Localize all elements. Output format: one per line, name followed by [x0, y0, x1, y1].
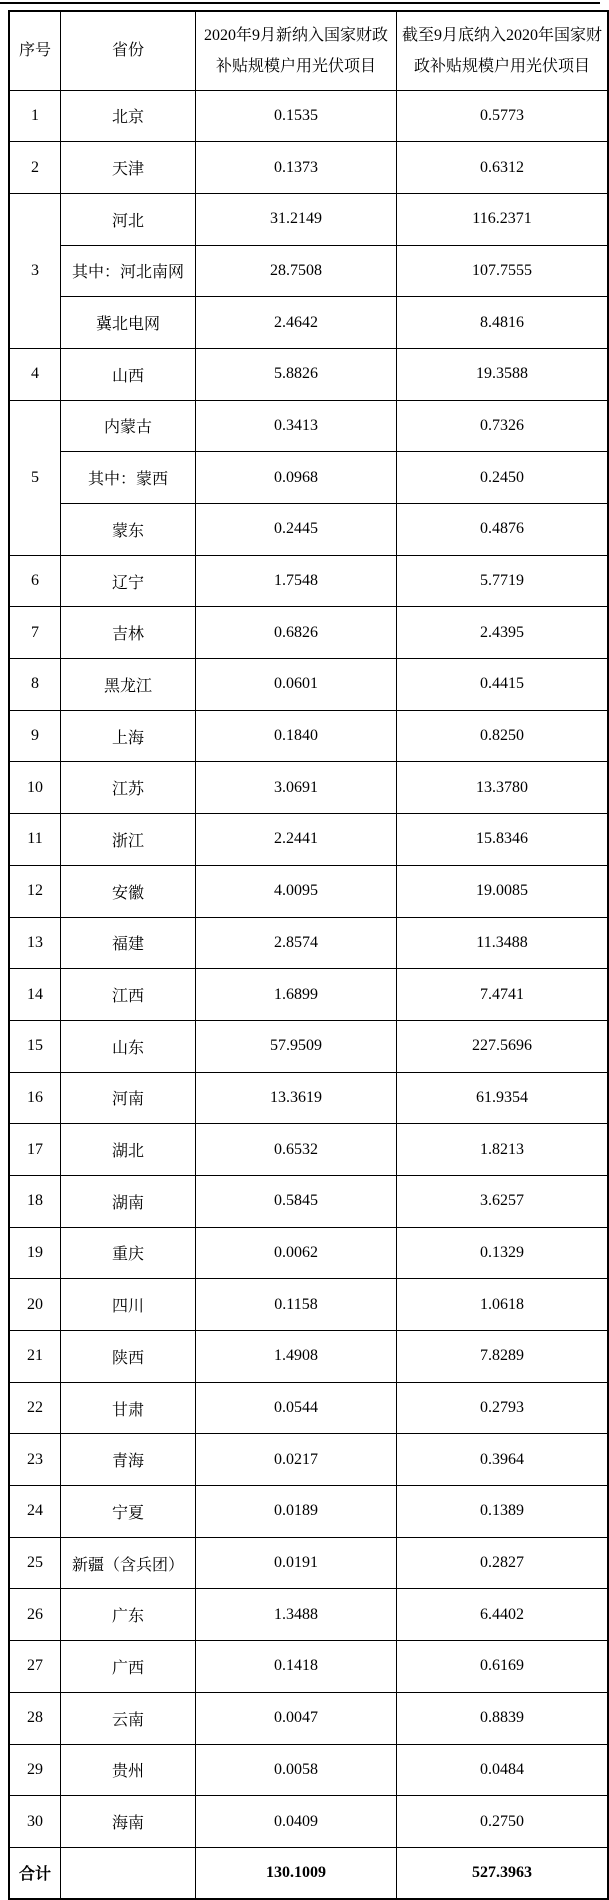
new-september-value: 0.0217 — [196, 1434, 397, 1486]
serial-cell: 13 — [9, 917, 61, 969]
province-cell: 湖北 — [61, 1124, 196, 1176]
table-row — [9, 1020, 608, 1072]
total-cumulative-value: 527.3963 — [397, 1847, 609, 1899]
serial-cell: 30 — [9, 1796, 61, 1848]
new-september-value: 0.1840 — [196, 710, 397, 762]
new-september-value: 0.0062 — [196, 1227, 397, 1279]
cumulative-value: 13.3780 — [397, 762, 609, 814]
province-cell: 北京 — [61, 90, 196, 142]
table-body — [9, 90, 608, 1899]
new-september-value: 0.2445 — [196, 504, 397, 556]
serial-cell: 26 — [9, 1589, 61, 1641]
serial-cell: 19 — [9, 1227, 61, 1279]
serial-cell: 22 — [9, 1382, 61, 1434]
table-row — [9, 710, 608, 762]
cumulative-value: 1.8213 — [397, 1124, 609, 1176]
cumulative-value: 7.4741 — [397, 969, 609, 1021]
new-september-value: 0.0189 — [196, 1486, 397, 1538]
table-row — [9, 1796, 608, 1848]
cumulative-value: 107.7555 — [397, 245, 609, 297]
province-cell: 上海 — [61, 710, 196, 762]
new-september-value: 0.1158 — [196, 1279, 397, 1331]
cumulative-value: 61.9354 — [397, 1072, 609, 1124]
new-september-value: 0.0191 — [196, 1537, 397, 1589]
serial-cell: 12 — [9, 865, 61, 917]
new-september-value: 0.0047 — [196, 1692, 397, 1744]
province-cell: 安徽 — [61, 865, 196, 917]
new-september-value: 1.3488 — [196, 1589, 397, 1641]
new-september-value: 1.7548 — [196, 555, 397, 607]
province-cell: 青海 — [61, 1434, 196, 1486]
serial-cell: 20 — [9, 1279, 61, 1331]
table-row — [9, 504, 608, 556]
table-row — [9, 1641, 608, 1693]
serial-cell: 25 — [9, 1537, 61, 1589]
cumulative-value: 19.3588 — [397, 348, 609, 400]
serial-cell: 27 — [9, 1641, 61, 1693]
cumulative-value: 116.2371 — [397, 193, 609, 245]
serial-cell: 17 — [9, 1124, 61, 1176]
cumulative-value: 0.6169 — [397, 1641, 609, 1693]
cumulative-value: 227.5696 — [397, 1020, 609, 1072]
total-row — [9, 1847, 608, 1899]
serial-cell: 4 — [9, 348, 61, 400]
new-september-value: 2.4642 — [196, 297, 397, 349]
cumulative-value: 7.8289 — [397, 1331, 609, 1383]
cumulative-value: 15.8346 — [397, 814, 609, 866]
province-cell: 福建 — [61, 917, 196, 969]
serial-cell: 14 — [9, 969, 61, 1021]
top-divider — [0, 2, 600, 4]
table-row — [9, 1589, 608, 1641]
table-row — [9, 1331, 608, 1383]
cumulative-value: 0.0484 — [397, 1744, 609, 1796]
serial-cell: 29 — [9, 1744, 61, 1796]
province-cell: 辽宁 — [61, 555, 196, 607]
table-row — [9, 917, 608, 969]
province-cell: 山东 — [61, 1020, 196, 1072]
table-row — [9, 1175, 608, 1227]
province-cell: 河北 — [61, 193, 196, 245]
province-cell: 云南 — [61, 1692, 196, 1744]
serial-cell: 9 — [9, 710, 61, 762]
new-september-value: 0.0409 — [196, 1796, 397, 1848]
cumulative-value: 0.2750 — [397, 1796, 609, 1848]
province-cell: 海南 — [61, 1796, 196, 1848]
table-row — [9, 607, 608, 659]
serial-cell: 23 — [9, 1434, 61, 1486]
serial-cell: 21 — [9, 1331, 61, 1383]
new-september-value: 3.0691 — [196, 762, 397, 814]
new-september-value: 0.5845 — [196, 1175, 397, 1227]
serial-cell: 18 — [9, 1175, 61, 1227]
province-cell: 天津 — [61, 142, 196, 194]
cumulative-value: 3.6257 — [397, 1175, 609, 1227]
table-header — [9, 11, 608, 90]
province-cell: 江苏 — [61, 762, 196, 814]
serial-cell: 1 — [9, 90, 61, 142]
table-row — [9, 297, 608, 349]
new-september-value: 0.6826 — [196, 607, 397, 659]
header-row — [9, 11, 608, 90]
table-row — [9, 1072, 608, 1124]
province-cell: 陕西 — [61, 1331, 196, 1383]
header-province: 省份 — [61, 11, 196, 90]
province-cell: 江西 — [61, 969, 196, 1021]
cumulative-value: 0.6312 — [397, 142, 609, 194]
new-september-value: 2.2441 — [196, 814, 397, 866]
new-september-value: 0.0968 — [196, 452, 397, 504]
table-row — [9, 400, 608, 452]
cumulative-value: 0.1329 — [397, 1227, 609, 1279]
new-september-value: 0.3413 — [196, 400, 397, 452]
table-row — [9, 865, 608, 917]
new-september-value: 31.2149 — [196, 193, 397, 245]
table-row — [9, 1537, 608, 1589]
serial-cell: 11 — [9, 814, 61, 866]
table-row — [9, 1486, 608, 1538]
serial-cell: 5 — [9, 400, 61, 555]
table-row — [9, 555, 608, 607]
province-cell: 湖南 — [61, 1175, 196, 1227]
province-cell: 冀北电网 — [61, 297, 196, 349]
new-september-value: 57.9509 — [196, 1020, 397, 1072]
new-september-value: 5.8826 — [196, 348, 397, 400]
cumulative-value: 0.5773 — [397, 90, 609, 142]
new-september-value: 1.6899 — [196, 969, 397, 1021]
new-september-value: 0.0601 — [196, 659, 397, 711]
province-cell: 黑龙江 — [61, 659, 196, 711]
serial-cell: 10 — [9, 762, 61, 814]
table-row — [9, 452, 608, 504]
new-september-value: 0.0544 — [196, 1382, 397, 1434]
province-cell: 山西 — [61, 348, 196, 400]
serial-cell: 2 — [9, 142, 61, 194]
cumulative-value: 8.4816 — [397, 297, 609, 349]
table-row — [9, 659, 608, 711]
cumulative-value: 0.8839 — [397, 1692, 609, 1744]
serial-cell: 16 — [9, 1072, 61, 1124]
header-serial: 序号 — [9, 11, 61, 90]
cumulative-value: 1.0618 — [397, 1279, 609, 1331]
table-row — [9, 969, 608, 1021]
table-row — [9, 814, 608, 866]
cumulative-value: 0.7326 — [397, 400, 609, 452]
new-september-value: 0.1535 — [196, 90, 397, 142]
province-cell: 河南 — [61, 1072, 196, 1124]
table-row — [9, 142, 608, 194]
table-row — [9, 1434, 608, 1486]
table-row — [9, 1692, 608, 1744]
table-row — [9, 348, 608, 400]
total-label: 合计 — [9, 1847, 61, 1899]
serial-cell: 24 — [9, 1486, 61, 1538]
cumulative-value: 0.2827 — [397, 1537, 609, 1589]
cumulative-value: 11.3488 — [397, 917, 609, 969]
new-september-value: 0.6532 — [196, 1124, 397, 1176]
cumulative-value: 0.4415 — [397, 659, 609, 711]
cumulative-value: 0.2450 — [397, 452, 609, 504]
table-row — [9, 1227, 608, 1279]
new-september-value: 2.8574 — [196, 917, 397, 969]
cumulative-value: 2.4395 — [397, 607, 609, 659]
total-new-september-value: 130.1009 — [196, 1847, 397, 1899]
province-cell: 广西 — [61, 1641, 196, 1693]
header-cumulative: 截至9月底纳入2020年国家财政补贴规模户用光伏项目 — [397, 11, 609, 90]
total-province-cell — [61, 1847, 196, 1899]
province-cell: 贵州 — [61, 1744, 196, 1796]
serial-cell: 8 — [9, 659, 61, 711]
province-cell: 广东 — [61, 1589, 196, 1641]
province-cell: 其中：河北南网 — [61, 245, 196, 297]
province-cell: 其中：蒙西 — [61, 452, 196, 504]
header-new-september: 2020年9月新纳入国家财政补贴规模户用光伏项目 — [196, 11, 397, 90]
table-row — [9, 90, 608, 142]
province-cell: 重庆 — [61, 1227, 196, 1279]
serial-cell: 7 — [9, 607, 61, 659]
serial-cell: 15 — [9, 1020, 61, 1072]
pv-subsidy-table — [8, 10, 609, 1900]
province-cell: 四川 — [61, 1279, 196, 1331]
new-september-value: 0.1418 — [196, 1641, 397, 1693]
serial-cell: 28 — [9, 1692, 61, 1744]
new-september-value: 0.0058 — [196, 1744, 397, 1796]
cumulative-value: 0.4876 — [397, 504, 609, 556]
cumulative-value: 6.4402 — [397, 1589, 609, 1641]
table-row — [9, 193, 608, 245]
province-cell: 新疆（含兵团） — [61, 1537, 196, 1589]
province-cell: 浙江 — [61, 814, 196, 866]
province-cell: 内蒙古 — [61, 400, 196, 452]
table-row — [9, 762, 608, 814]
table-row — [9, 1382, 608, 1434]
serial-cell: 6 — [9, 555, 61, 607]
province-cell: 宁夏 — [61, 1486, 196, 1538]
cumulative-value: 0.8250 — [397, 710, 609, 762]
cumulative-value: 0.2793 — [397, 1382, 609, 1434]
table-row — [9, 1124, 608, 1176]
new-september-value: 1.4908 — [196, 1331, 397, 1383]
cumulative-value: 0.3964 — [397, 1434, 609, 1486]
table-row — [9, 1744, 608, 1796]
new-september-value: 0.1373 — [196, 142, 397, 194]
new-september-value: 13.3619 — [196, 1072, 397, 1124]
new-september-value: 28.7508 — [196, 245, 397, 297]
serial-cell: 3 — [9, 193, 61, 348]
province-cell: 吉林 — [61, 607, 196, 659]
new-september-value: 4.0095 — [196, 865, 397, 917]
table-row — [9, 1279, 608, 1331]
cumulative-value: 19.0085 — [397, 865, 609, 917]
cumulative-value: 0.1389 — [397, 1486, 609, 1538]
cumulative-value: 5.7719 — [397, 555, 609, 607]
province-cell: 甘肃 — [61, 1382, 196, 1434]
table-row — [9, 245, 608, 297]
province-cell: 蒙东 — [61, 504, 196, 556]
